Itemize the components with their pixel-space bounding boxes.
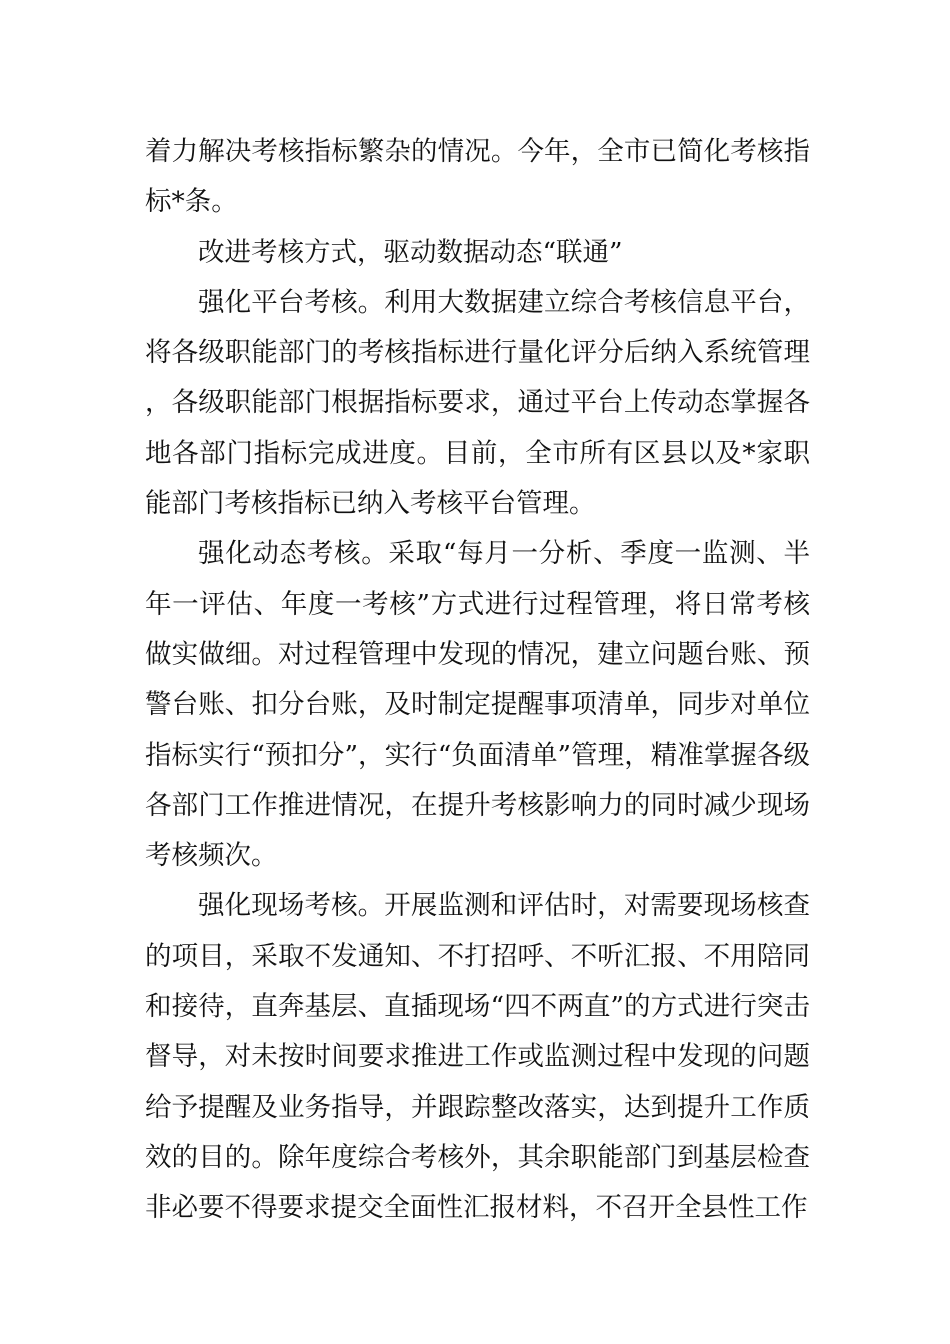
document-body <box>145 127 810 1234</box>
paragraph-continuation: 着力解决考核指标繁杂的情况。今年，全市已简化考核指标*条。 <box>145 136 810 218</box>
paragraph-platform-assessment: 强化平台考核。利用大数据建立综合考核信息平台，将各级职能部门的考核指标进行量化评分后纳入系统管理，各级职能部门根据指标要求，通过平台上传动态掌握各地各部门指标完成进度。目前，全市所有区县以及*家职能部门考核指标已纳入考核平台管理。 <box>145 286 810 520</box>
paragraph-dynamic-assessment: 强化动态考核。采取“每月一分析、季度一监测、半年一评估、年度一考核”方式进行过程管理，将日常考核做实做细。对过程管理中发现的情况，建立问题台账、预警台账、扣分台账，及时制定提醒事项清单，同步对单位指标实行“预扣分”，实行“负面清单”管理，精准掌握各级各部门工作推进情况，在提升考核影响力的同时减少现场考核频次。 <box>145 538 810 872</box>
section-heading: 改进考核方式，驱动数据动态“联通” <box>198 236 623 268</box>
paragraph-onsite-assessment: 强化现场考核。开展监测和评估时，对需要现场核查的项目，采取不发通知、不打招呼、不听汇报、不用陪同和接待，直奔基层、直插现场“四不两直”的方式进行突击督导，对未按时间要求推进工作或监测过程中发现的问题给予提醒及业务指导，并跟踪整改落实，达到提升工作质效的目的。除年度综合考核外，其余职能部门到基层检查非必要不得要求提交全面性汇报材料，不召开全县性工作 <box>145 890 810 1224</box>
